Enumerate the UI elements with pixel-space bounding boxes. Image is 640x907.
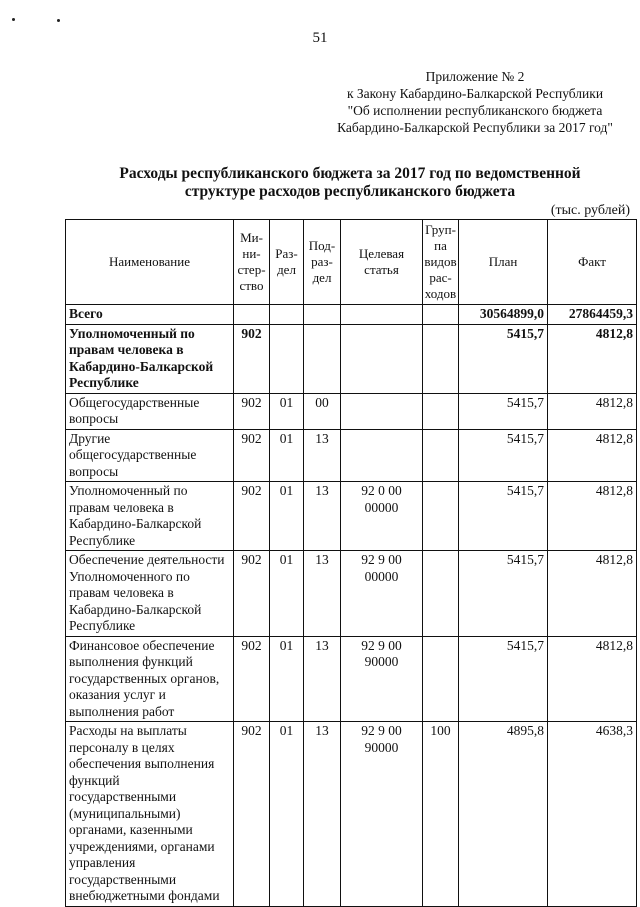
cell-plan: 5415,7 bbox=[459, 324, 548, 393]
appendix-line: к Закону Кабардино-Балкарской Республики bbox=[346, 86, 604, 101]
cell-name: Обеспечение деятельности Уполномоченного по правам человека в Кабардино-Балкарской Республике bbox=[66, 551, 234, 637]
cell-plan: 5415,7 bbox=[459, 636, 548, 722]
cell-plan: 5415,7 bbox=[459, 551, 548, 637]
cell-ministry: 902 bbox=[234, 482, 270, 551]
cell-fact: 4812,8 bbox=[548, 551, 637, 637]
cell-fact: 4812,8 bbox=[548, 482, 637, 551]
cell-ministry bbox=[234, 305, 270, 325]
appendix-line: "Об исполнении республиканского бюджета bbox=[347, 103, 603, 118]
cell-ministry: 902 bbox=[234, 551, 270, 637]
cell-section: 01 bbox=[270, 722, 304, 907]
units-label: (тыс. рублей) bbox=[550, 203, 630, 218]
cell-section bbox=[270, 324, 304, 393]
cell-fact: 4812,8 bbox=[548, 636, 637, 722]
page-number: 51 bbox=[312, 30, 328, 46]
cell-fact: 4812,8 bbox=[548, 393, 637, 429]
title-line: Расходы республиканского бюджета за 2017 год по ведомственной bbox=[119, 165, 581, 182]
cell-target bbox=[341, 324, 423, 393]
cell-name: Всего bbox=[66, 305, 234, 325]
header-section: Раз- дел bbox=[270, 220, 304, 305]
cell-target: 92 0 00 00000 bbox=[341, 482, 423, 551]
table-row bbox=[66, 722, 637, 907]
cell-target: 92 9 00 00000 bbox=[341, 551, 423, 637]
cell-plan: 5415,7 bbox=[459, 429, 548, 482]
cell-group bbox=[423, 636, 459, 722]
table-row bbox=[66, 393, 637, 429]
cell-group bbox=[423, 551, 459, 637]
cell-subsection: 13 bbox=[304, 636, 341, 722]
header-fact: Факт bbox=[548, 220, 637, 305]
cell-plan: 5415,7 bbox=[459, 482, 548, 551]
header-expense-group: Груп- па видов рас- ходов bbox=[423, 220, 459, 305]
cell-group bbox=[423, 393, 459, 429]
cell-target: 92 9 00 90000 bbox=[341, 722, 423, 907]
cell-section bbox=[270, 305, 304, 325]
cell-group bbox=[423, 429, 459, 482]
expenses-table bbox=[65, 219, 637, 907]
title-line: структуре расходов республиканского бюджета bbox=[184, 183, 516, 200]
cell-section: 01 bbox=[270, 393, 304, 429]
cell-section: 01 bbox=[270, 429, 304, 482]
cell-fact: 4812,8 bbox=[548, 324, 637, 393]
header-plan: План bbox=[459, 220, 548, 305]
cell-plan: 5415,7 bbox=[459, 393, 548, 429]
cell-target bbox=[341, 429, 423, 482]
appendix-line: Кабардино-Балкарской Республики за 2017 год" bbox=[337, 120, 613, 135]
cell-subsection: 13 bbox=[304, 482, 341, 551]
cell-name: Уполномоченный по правам человека в Кабардино-Балкарской Республике bbox=[66, 482, 234, 551]
table-row bbox=[66, 429, 637, 482]
cell-group: 100 bbox=[423, 722, 459, 907]
table-header-row bbox=[66, 220, 637, 305]
header-ministry: Ми- ни- стер- ство bbox=[234, 220, 270, 305]
scan-speck bbox=[12, 18, 15, 21]
cell-plan: 30564899,0 bbox=[459, 305, 548, 325]
cell-target bbox=[341, 393, 423, 429]
cell-section: 01 bbox=[270, 636, 304, 722]
table-row bbox=[66, 551, 637, 637]
header-target: Целевая статья bbox=[341, 220, 423, 305]
table-row bbox=[66, 636, 637, 722]
document-title bbox=[100, 165, 600, 201]
cell-ministry: 902 bbox=[234, 429, 270, 482]
appendix-line: Приложение № 2 bbox=[425, 69, 525, 84]
appendix-note bbox=[330, 68, 620, 136]
table-row bbox=[66, 482, 637, 551]
cell-ministry: 902 bbox=[234, 636, 270, 722]
cell-name: Финансовое обеспечение выполнения функций государственных органов, оказания услуг и выполнения работ bbox=[66, 636, 234, 722]
header-subsection: Под- раз- дел bbox=[304, 220, 341, 305]
cell-subsection bbox=[304, 305, 341, 325]
cell-name: Уполномоченный по правам человека в Кабардино-Балкарской Республике bbox=[66, 324, 234, 393]
cell-group bbox=[423, 482, 459, 551]
cell-subsection: 00 bbox=[304, 393, 341, 429]
cell-ministry: 902 bbox=[234, 393, 270, 429]
cell-group bbox=[423, 305, 459, 325]
cell-fact: 4638,3 bbox=[548, 722, 637, 907]
cell-fact: 4812,8 bbox=[548, 429, 637, 482]
cell-name: Общегосударственные вопросы bbox=[66, 393, 234, 429]
scan-speck bbox=[57, 19, 60, 22]
cell-subsection bbox=[304, 324, 341, 393]
header-name: Наименование bbox=[66, 220, 234, 305]
cell-name: Другие общегосударственные вопросы bbox=[66, 429, 234, 482]
cell-name: Расходы на выплаты персоналу в целях обеспечения выполнения функций государственными (муниципальными) органами, казенными учреждениями, органами управления государственными внебюджетными фондами bbox=[66, 722, 234, 907]
table-row bbox=[66, 324, 637, 393]
table-body bbox=[66, 305, 637, 907]
cell-plan: 4895,8 bbox=[459, 722, 548, 907]
cell-ministry: 902 bbox=[234, 722, 270, 907]
cell-subsection: 13 bbox=[304, 429, 341, 482]
cell-ministry: 902 bbox=[234, 324, 270, 393]
cell-group bbox=[423, 324, 459, 393]
cell-section: 01 bbox=[270, 551, 304, 637]
cell-section: 01 bbox=[270, 482, 304, 551]
cell-subsection: 13 bbox=[304, 551, 341, 637]
cell-subsection: 13 bbox=[304, 722, 341, 907]
cell-target: 92 9 00 90000 bbox=[341, 636, 423, 722]
cell-fact: 27864459,3 bbox=[548, 305, 637, 325]
cell-target bbox=[341, 305, 423, 325]
table-row bbox=[66, 305, 637, 325]
